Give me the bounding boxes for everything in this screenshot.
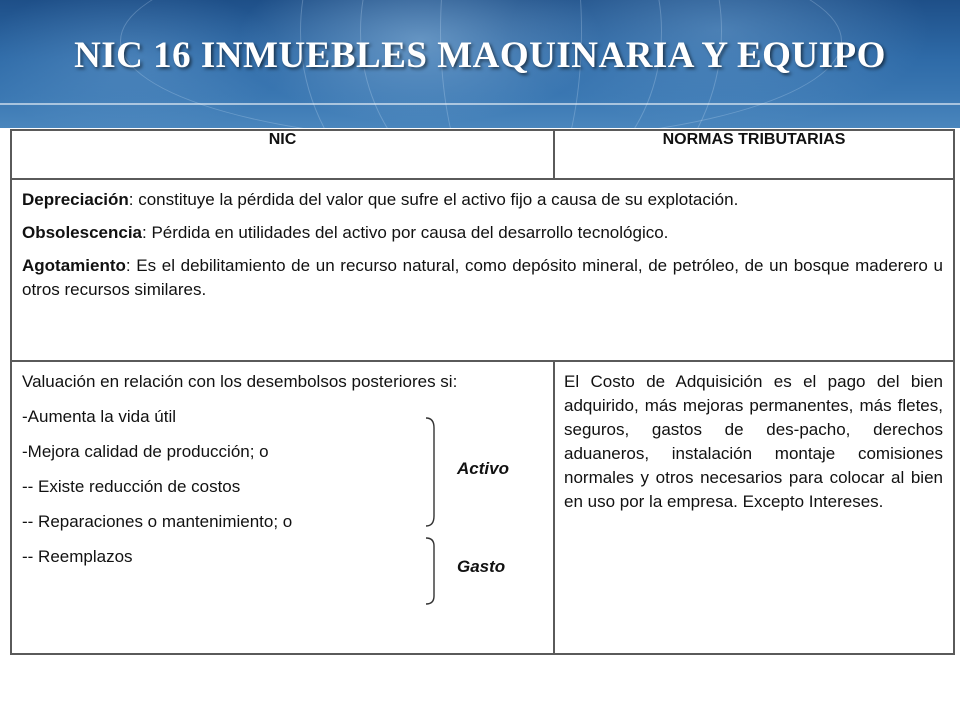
definition-obsolescencia [22, 221, 943, 245]
list-item: -Aumenta la vida útil [22, 407, 177, 426]
list-item: -- Reemplazos [22, 547, 133, 566]
gasto-label: Gasto [457, 557, 506, 576]
definition-text: : Es el debilitamiento de un recurso natural, como depósito mineral, de petróleo, de un bosque maderero u otros recursos similares. [22, 256, 943, 299]
definition-depreciacion [22, 188, 943, 212]
activo-label: Activo [457, 459, 509, 478]
column-header-normas-tributarias: NORMAS TRIBUTARIAS [554, 130, 954, 179]
list-item: -- Reparaciones o mantenimiento; o [22, 512, 293, 531]
header-rule [0, 103, 960, 105]
definition-text: : Pérdida en utilidades del activo por causa del desarrollo tecnológico. [142, 223, 669, 242]
definition-term: Obsolescencia [22, 223, 143, 242]
list-item: -- Existe reducción de costos [22, 477, 241, 496]
definitions-cell [11, 179, 954, 361]
definition-term: Depreciación [22, 190, 129, 209]
column-header-nic: NIC [11, 130, 554, 179]
valuation-cell [11, 361, 554, 654]
list-item: -Mejora calidad de producción; o [22, 442, 269, 461]
valuation-row [11, 361, 954, 654]
definitions-row [11, 179, 954, 361]
activo-bracket [424, 416, 440, 528]
definition-agotamiento [22, 254, 943, 302]
definition-term: Agotamiento [22, 256, 126, 275]
definition-text: : constituye la pérdida del valor que sufre el activo fijo a causa de su explotación. [128, 190, 739, 209]
valuation-intro: Valuación en relación con los desembolsos posteriores si: [22, 372, 458, 391]
comparison-table [10, 129, 955, 655]
header-band [0, 0, 960, 128]
slide-title: NIC 16 INMUEBLES MAQUINARIA Y EQUIPO [74, 35, 886, 76]
table-header-row [11, 130, 954, 179]
valuation-list [22, 405, 543, 580]
cost-cell: El Costo de Adquisición es el pago del bien adquirido, más mejoras permanentes, más fletes, seguros, gastos de des-pacho, derechos aduaneros, instalación montaje comisiones normales y otros necesarios para colocar al bien en uso por la empresa. Excepto Intereses. [554, 361, 954, 654]
gasto-bracket [424, 536, 440, 606]
